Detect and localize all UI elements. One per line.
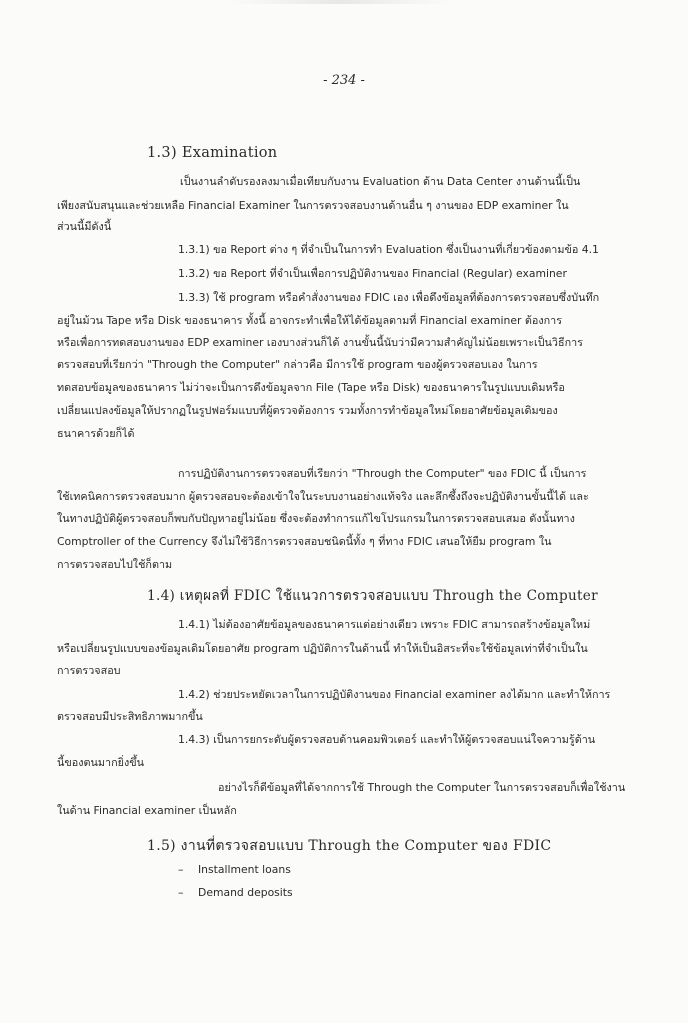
list-item-1-3-3-line-4: ตรวจสอบที่เรียกว่า "Through the Computer" กล่าวคือ มีการใช้ program ของผู้ตรวจสอบเอง ในการ <box>57 358 538 371</box>
list-item-1-4-1-line-1: 1.4.1) ไม่ต้องอาศัยข้อมูลของธนาคารแต่อย่างเดียว เพราะ FDIC สามารถสร้างข้อมูลใหม่ <box>178 618 591 631</box>
intro-line-3: ส่วนนี้มีดังนี้ <box>57 220 112 233</box>
list-item-1-4-3-line-2: นี้ของตนมากยิ่งขึ้น <box>57 756 144 769</box>
list-item-1-3-3-line-3: หรือเพื่อการทดสอบงานของ EDP examiner เองบางส่วนก็ได้ งานขั้นนี้นับว่ามีความสำคัญไม่น้อยเพราะเป็นวิธีการ <box>57 336 583 349</box>
list-item-1-4-1-line-2: หรือเปลี่ยนรูปแบบของข้อมูลเดิมโดยอาศัย program ปฏิบัติการในด้านนี้ ทำให้เป็นอิสระที่จะใช้ข้อมูลเท่าที่จำเป็นใน <box>57 642 588 655</box>
para-line-4: Comptroller of the Currency จึงไม่ใช้วิธีการตรวจสอบชนิดนี้ทั้ง ๆ ที่ทาง FDIC เสนอให้ยืม program ใน <box>57 535 552 548</box>
bullet-dash: – <box>178 863 184 876</box>
para-line-5: การตรวจสอบไปใช้ก็ตาม <box>57 558 173 571</box>
intro-line-1: เป็นงานลำดับรองลงมาเมื่อเทียบกับงาน Evaluation ด้าน Data Center งานด้านนี้เป็น <box>180 175 581 188</box>
bullet-dash: – <box>178 886 184 899</box>
para-line-2: ใช้เทคนิคการตรวจสอบมาก ผู้ตรวจสอบจะต้องเข้าใจในระบบงานอย่างแท้จริง และลึกซึ้งถึงจะปฏิบัติงานขั้นนี้ได้ และ <box>57 490 589 503</box>
list-item-installment-loans: Installment loans <box>198 863 291 876</box>
intro-line-2: เพียงสนับสนุนและช่วยเหลือ Financial Examiner ในการตรวจสอบงานด้านอื่น ๆ งานของ EDP examiner ใน <box>57 199 569 212</box>
section-heading-1-4: 1.4) เหตุผลที่ FDIC ใช้แนวการตรวจสอบแบบ Through the Computer <box>147 588 598 604</box>
section-heading-1-5: 1.5) งานที่ตรวจสอบแบบ Through the Computer ของ FDIC <box>147 838 552 854</box>
scan-top-shadow <box>230 0 450 4</box>
list-item-1-4-3-line-1: 1.4.3) เป็นการยกระดับผู้ตรวจสอบด้านคอมพิวเตอร์ และทำให้ผู้ตรวจสอบแน่ใจความรู้ด้าน <box>178 733 596 746</box>
closing-line-1: อย่างไรก็ดีข้อมูลที่ได้จากการใช้ Through the Computer ในการตรวจสอบก็เพื่อใช้งาน <box>218 781 626 794</box>
list-item-1-4-2-line-2: ตรวจสอบมีประสิทธิภาพมากขึ้น <box>57 710 203 723</box>
section-heading-1-3: 1.3) Examination <box>147 145 278 161</box>
para-line-3: ในทางปฏิบัติผู้ตรวจสอบก็พบกับปัญหาอยู่ไม่น้อย ซึ่งจะต้องทำการแก้ไขโปรแกรมในการตรวจสอบเสมอ ดังนั้นทาง <box>57 512 575 525</box>
list-item-1-3-2: 1.3.2) ขอ Report ที่จำเป็นเพื่อการปฏิบัติงานของ Financial (Regular) examiner <box>178 267 567 280</box>
list-item-1-3-1: 1.3.1) ขอ Report ต่าง ๆ ที่จำเป็นในการทำ Evaluation ซึ่งเป็นงานที่เกี่ยวข้องตามข้อ 4.1 <box>178 243 599 256</box>
list-item-1-3-3-line-2: อยู่ในม้วน Tape หรือ Disk ของธนาคาร ทั้งนี้ อาจกระทำเพื่อให้ได้ข้อมูลตามที่ Financial examiner ต้องการ <box>57 314 563 327</box>
closing-line-2: ในด้าน Financial examiner เป็นหลัก <box>57 804 237 817</box>
list-item-1-3-3-line-6: เปลี่ยนแปลงข้อมูลให้ปรากฏในรูปฟอร์มแบบที่ผู้ตรวจต้องการ รวมทั้งการทำข้อมูลใหม่โดยอาศัยข้อมูลเดิมของ <box>57 404 558 417</box>
para-line-1: การปฏิบัติงานการตรวจสอบที่เรียกว่า "Through the Computer" ของ FDIC นี้ เป็นการ <box>178 467 587 480</box>
list-item-1-3-3-line-1: 1.3.3) ใช้ program หรือคำสั่งงานของ FDIC เอง เพื่อดึงข้อมูลที่ต้องการตรวจสอบซึ่งบันทึก <box>178 291 600 304</box>
page-number: - 234 - <box>323 73 365 88</box>
list-item-1-3-3-line-7: ธนาคารด้วยก็ได้ <box>57 427 135 440</box>
list-item-1-4-1-line-3: การตรวจสอบ <box>57 664 121 677</box>
list-item-1-4-2-line-1: 1.4.2) ช่วยประหยัดเวลาในการปฏิบัติงานของ Financial examiner ลงได้มาก และทำให้การ <box>178 688 611 701</box>
list-item-1-3-3-line-5: ทดสอบข้อมูลของธนาคาร ไม่ว่าจะเป็นการดึงข้อมูลจาก File (Tape หรือ Disk) ของธนาคารในรูปแบบเดิมหรือ <box>57 381 565 394</box>
list-item-demand-deposits: Demand deposits <box>198 886 293 899</box>
